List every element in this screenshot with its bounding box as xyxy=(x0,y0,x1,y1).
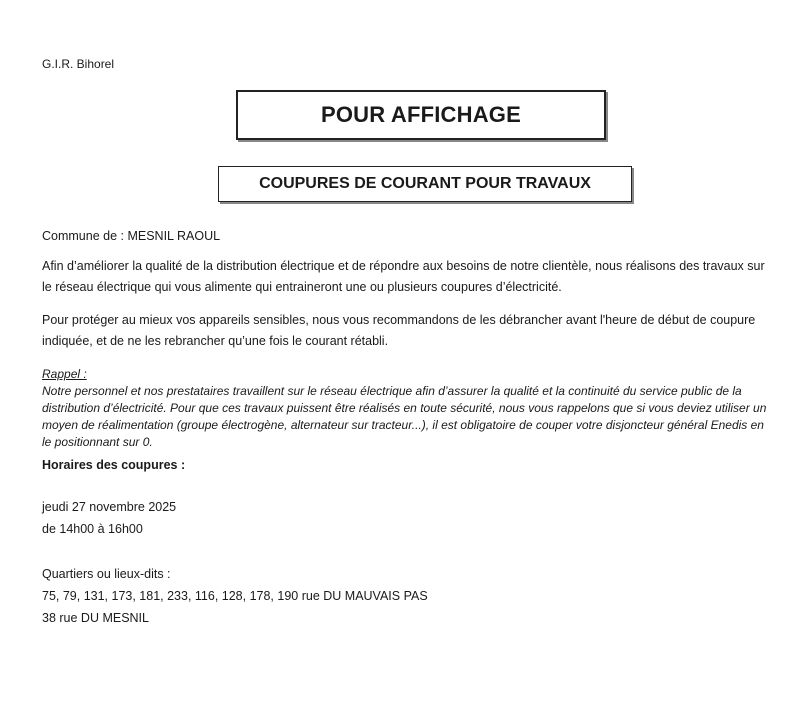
locations-label: Quartiers ou lieux-dits : xyxy=(42,567,171,581)
commune-line: Commune de : MESNIL RAOUL xyxy=(42,229,221,243)
schedule-time: de 14h00 à 16h00 xyxy=(42,522,143,536)
title-box xyxy=(236,90,606,140)
intro-paragraph: Afin d’améliorer la qualité de la distribution électrique et de répondre aux besoins de notre clientèle, nous réalisons des travaux sur le réseau électrique qui vous alimente qui entraineront une ou plusieurs coupures d’électricité. xyxy=(42,259,765,294)
page-subtitle: COUPURES DE COURANT POUR TRAVAUX xyxy=(259,175,591,192)
rappel-section xyxy=(42,366,772,451)
sender-name: G.I.R. Bihorel xyxy=(42,57,115,71)
schedule-heading: Horaires des coupures : xyxy=(42,458,186,472)
rappel-text: Notre personnel et nos prestataires travaillent sur le réseau électrique afin d’assurer la qualité et la continuité du service public de la distribution d’électricité. Pour que ces travaux puissent être réalisés en toute sécurité, nous vous rappelons que si vous deviez utiliser un moyen de réalimentation (groupe électrogène, alternateur sur tracteur...), il est obligatoire de couper votre disjoncteur général Enedis en le positionnant sur 0. xyxy=(42,384,767,449)
subtitle-box xyxy=(218,166,632,202)
rappel-title: Rappel : xyxy=(42,367,87,381)
schedule-date: jeudi 27 novembre 2025 xyxy=(42,500,177,514)
advice-paragraph: Pour protéger au mieux vos appareils sensibles, nous vous recommandons de les débrancher avant l'heure de début de coupure indiquée, et de ne les rebrancher qu’une fois le courant rétabli. xyxy=(42,313,756,348)
location-item: 38 rue DU MESNIL xyxy=(42,611,149,625)
page-title: POUR AFFICHAGE xyxy=(321,102,521,127)
location-item: 75, 79, 131, 173, 181, 233, 116, 128, 178, 190 rue DU MAUVAIS PAS xyxy=(42,589,428,603)
